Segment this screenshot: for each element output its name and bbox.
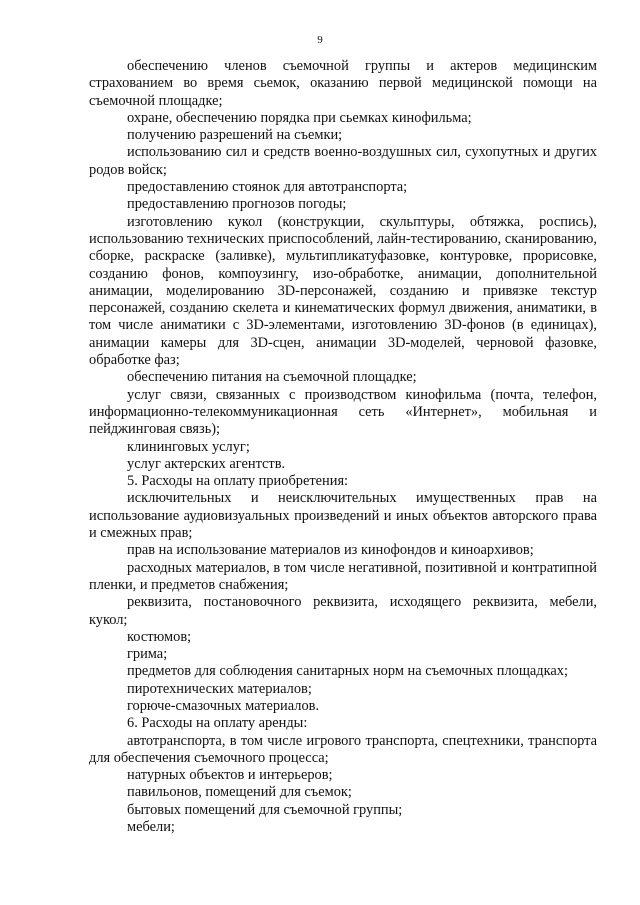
paragraph: охране, обеспечению порядка при сьемках кинофильма; (127, 109, 472, 126)
section-heading: 6. Расходы на оплату аренды: (127, 715, 308, 732)
paragraph: услуг актерских агентств. (127, 455, 286, 472)
paragraph: прав на использование материалов из кинофондов и киноархивов; (127, 542, 534, 559)
paragraph: использованию сил и средств военно-воздушных сил, сухопутных и других родов войск; (89, 144, 597, 178)
paragraph: обеспечению питания на съемочной площадке; (127, 369, 417, 386)
paragraph: исключительных и неисключительных имущественных прав на использование аудиовизуальных произведений и иных объектов авторского права и смежных прав; (89, 490, 597, 542)
paragraph: натурных объектов и интерьеров; (127, 767, 333, 784)
paragraph: павильонов, помещений для съемок; (127, 784, 352, 801)
paragraph: грима; (127, 646, 168, 663)
paragraph: мебели; (127, 819, 175, 836)
paragraph: клининговых услуг; (127, 438, 250, 455)
paragraph: автотранспорта, в том числе игрового транспорта, спецтехники, транспорта для обеспечения съемочного процесса; (89, 732, 597, 766)
paragraph: костюмов; (127, 628, 192, 645)
paragraph: получению разрешений на съемки; (127, 127, 343, 144)
paragraph: реквизита, постановочного реквизита, исходящего реквизита, мебели, кукол; (89, 594, 597, 628)
paragraph: предметов для соблюдения санитарных норм на съемочных площадках; (127, 663, 568, 680)
paragraph: горюче-смазочных материалов. (127, 697, 320, 714)
paragraph: предоставлению стоянок для автотранспорта; (127, 179, 408, 196)
paragraph: обеспечению членов съемочной группы и актеров медицинским страхованием во время сьемок, оказанию первой медицинской помощи на съемочной площадке; (89, 58, 597, 109)
paragraph: услуг связи, связанных с производством кинофильма (почта, телефон, информационно-телекоммуникационная сеть «Интернет», мобильная и пейджинговая связь); (89, 386, 597, 438)
paragraph: предоставлению прогнозов погоды; (127, 196, 347, 213)
section-heading: 5. Расходы на оплату приобретения: (127, 473, 349, 490)
paragraph: изготовлению кукол (конструкции, скульптуры, обтяжка, роспись), использованию технических приспособлений, лайн-тестированию, сканированию, сборке, раскраске (заливке), мультипликатуфазовке, контуровке, прорисовке, созданию фонов, компоузингу, изо-обработке, анимации, дополнительной анимации, моделированию 3D-персонажей, созданию и привязке текстур персонажей, созданию скелета и кинематических формул движения, аниматики, в том числе аниматики с 3D-элементами, изготовлению 3D-фонов (в единицах), анимации камеры для 3D-сцен, анимации 3D-моделей, черновой фазовке, обработке фаз; (89, 213, 597, 369)
page-number: 9 (317, 34, 323, 46)
document-body (89, 58, 597, 836)
paragraph: пиротехнических материалов; (127, 680, 312, 697)
paragraph: расходных материалов, в том числе негативной, позитивной и контратипной пленки, и предметов снабжения; (89, 559, 597, 593)
paragraph: бытовых помещений для съемочной группы; (127, 801, 403, 818)
